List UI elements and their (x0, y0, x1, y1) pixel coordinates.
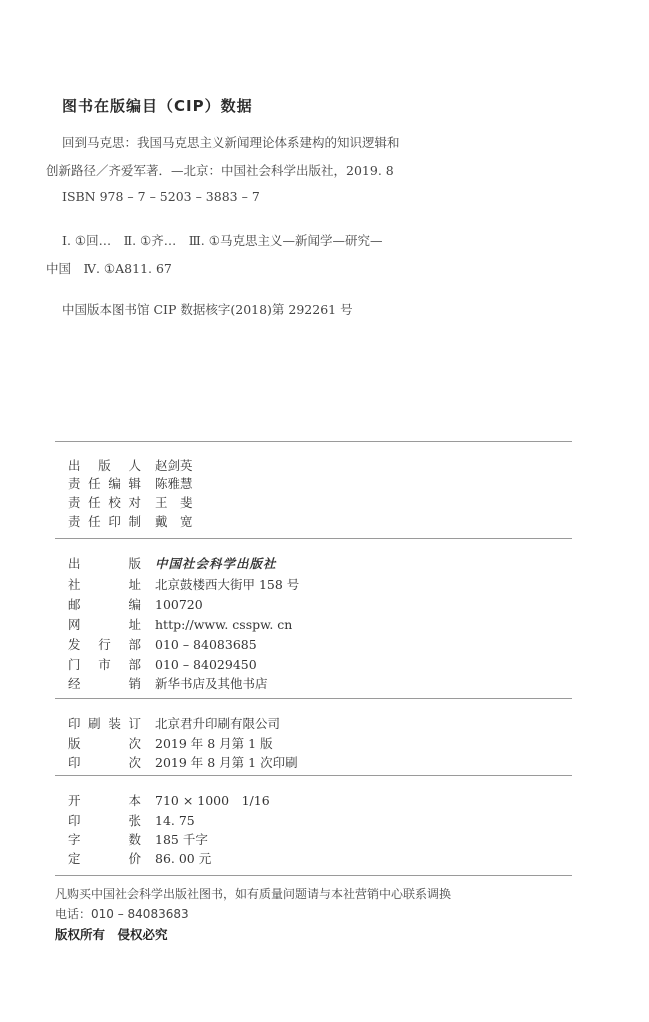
rights-statement: 版权所有 侵权必究 (55, 927, 168, 942)
staff-row: 责任校对 王 斐 (68, 495, 193, 510)
divider (55, 875, 572, 876)
quality-notice: 凡购买中国社会科学出版社图书，如有质量问题请与本社营销中心联系调换 (55, 887, 452, 901)
publisher-row: 经销 新华书店及其他书店 (68, 676, 268, 691)
publisher-row: 发行部 010 – 84083685 (68, 637, 257, 652)
cip-title-line-2: 创新路径／齐爱军著．—北京：中国社会科学出版社，2019. 8 (46, 163, 394, 178)
service-phone: 电话：010 – 84083683 (55, 907, 189, 921)
staff-row: 出版人 赵剑英 (68, 458, 193, 473)
spec-row: 定价 86. 00 元 (68, 851, 212, 866)
cip-subject-line-2: 中国 Ⅳ. ①A811. 67 (46, 261, 172, 276)
publisher-logo: 中国社会科学出版社 (155, 556, 277, 571)
divider (55, 775, 572, 776)
publisher-row: 出版 中国社会科学出版社 (68, 556, 277, 571)
cip-subject-line-1: Ⅰ. ①回… Ⅱ. ①齐… Ⅲ. ①马克思主义—新闻学—研究— (62, 233, 383, 248)
printing-row: 版次 2019 年 8 月第 1 版 (68, 736, 273, 751)
spec-row: 字数 185 千字 (68, 832, 208, 847)
cip-title-line-1: 回到马克思：我国马克思主义新闻理论体系建构的知识逻辑和 (62, 135, 400, 150)
publisher-row: 网址 http://www. csspw. cn (68, 617, 293, 632)
spec-row: 开本 710 × 1000 1/16 (68, 793, 270, 808)
staff-row: 责任印制 戴 宽 (68, 514, 193, 529)
cip-isbn: ISBN 978 – 7 – 5203 – 3883 – 7 (62, 189, 260, 204)
divider (55, 698, 572, 699)
divider (55, 538, 572, 539)
printing-row: 印刷装订 北京君升印刷有限公司 (68, 716, 281, 731)
publisher-row: 社址 北京鼓楼西大街甲 158 号 (68, 577, 300, 592)
divider (55, 441, 572, 442)
publisher-row: 门市部 010 – 84029450 (68, 657, 257, 672)
printing-row: 印次 2019 年 8 月第 1 次印刷 (68, 755, 298, 770)
cip-record-number: 中国版本图书馆 CIP 数据核字(2018)第 292261 号 (62, 302, 353, 317)
spec-row: 印张 14. 75 (68, 813, 195, 828)
cip-title: 图书在版编目（CIP）数据 (62, 97, 253, 115)
staff-row: 责任编辑 陈雅慧 (68, 476, 193, 491)
publisher-row: 邮编 100720 (68, 597, 203, 612)
